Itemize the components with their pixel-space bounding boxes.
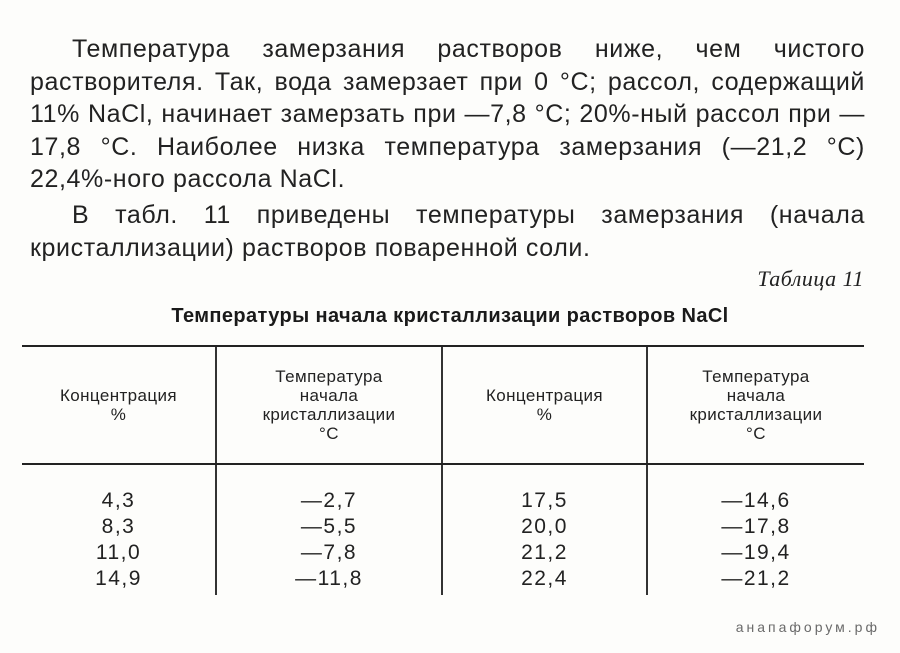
header-temperature-left: Температура начала кристаллизации °C xyxy=(262,367,396,443)
table-cell: 20,0 xyxy=(521,515,568,538)
table-cell: 14,9 xyxy=(95,567,142,590)
column-concentration-left xyxy=(22,488,215,592)
table-cell: —11,8 xyxy=(295,567,363,590)
table-title: Температуры начала кристаллизации растворов NaCl xyxy=(171,305,729,327)
header-concentration-right: Концентрация % xyxy=(485,386,604,424)
column-temperature-left xyxy=(217,488,441,592)
table-cell: 17,5 xyxy=(521,489,568,512)
paragraph-table-reference: В табл. 11 приведены температуры замерзания (начала кристаллизации) растворов поваренной соли. xyxy=(30,201,865,262)
table-cell: 11,0 xyxy=(95,541,142,564)
table-cell: 4,3 xyxy=(101,489,136,512)
paragraph-freezing-temperature: Температура замерзания растворов ниже, чем чистого растворителя. Так, вода замерзает при 0 °C; рассол, содержащий 11% NaCl, начинает замерзать при —7,8 °C; 20%-ный рассол при —17,8 °C. Наиболее низка температура замерзания (—21,2 °C) 22,4%-ного рассола NaCl. xyxy=(30,35,865,193)
table-header-rule xyxy=(22,463,864,465)
column-concentration-right xyxy=(443,488,646,592)
header-concentration-left: Концентрация % xyxy=(59,386,178,424)
table-cell: 21,2 xyxy=(521,541,568,564)
table-cell: —14,6 xyxy=(721,489,791,512)
watermark: анапафорум.рф xyxy=(735,619,880,635)
table-cell: —17,8 xyxy=(721,515,791,538)
table-cell: 8,3 xyxy=(101,515,136,538)
table-number: Таблица 11 xyxy=(757,266,864,291)
header-temperature-right: Температура начала кристаллизации °C xyxy=(689,367,823,443)
table-cell: —21,2 xyxy=(721,567,791,590)
table-cell: —19,4 xyxy=(721,541,791,564)
column-temperature-right xyxy=(648,488,864,592)
table-cell: 22,4 xyxy=(521,567,568,590)
table-cell: —7,8 xyxy=(300,541,358,564)
table-cell: —2,7 xyxy=(300,489,358,512)
table-cell: —5,5 xyxy=(300,515,358,538)
